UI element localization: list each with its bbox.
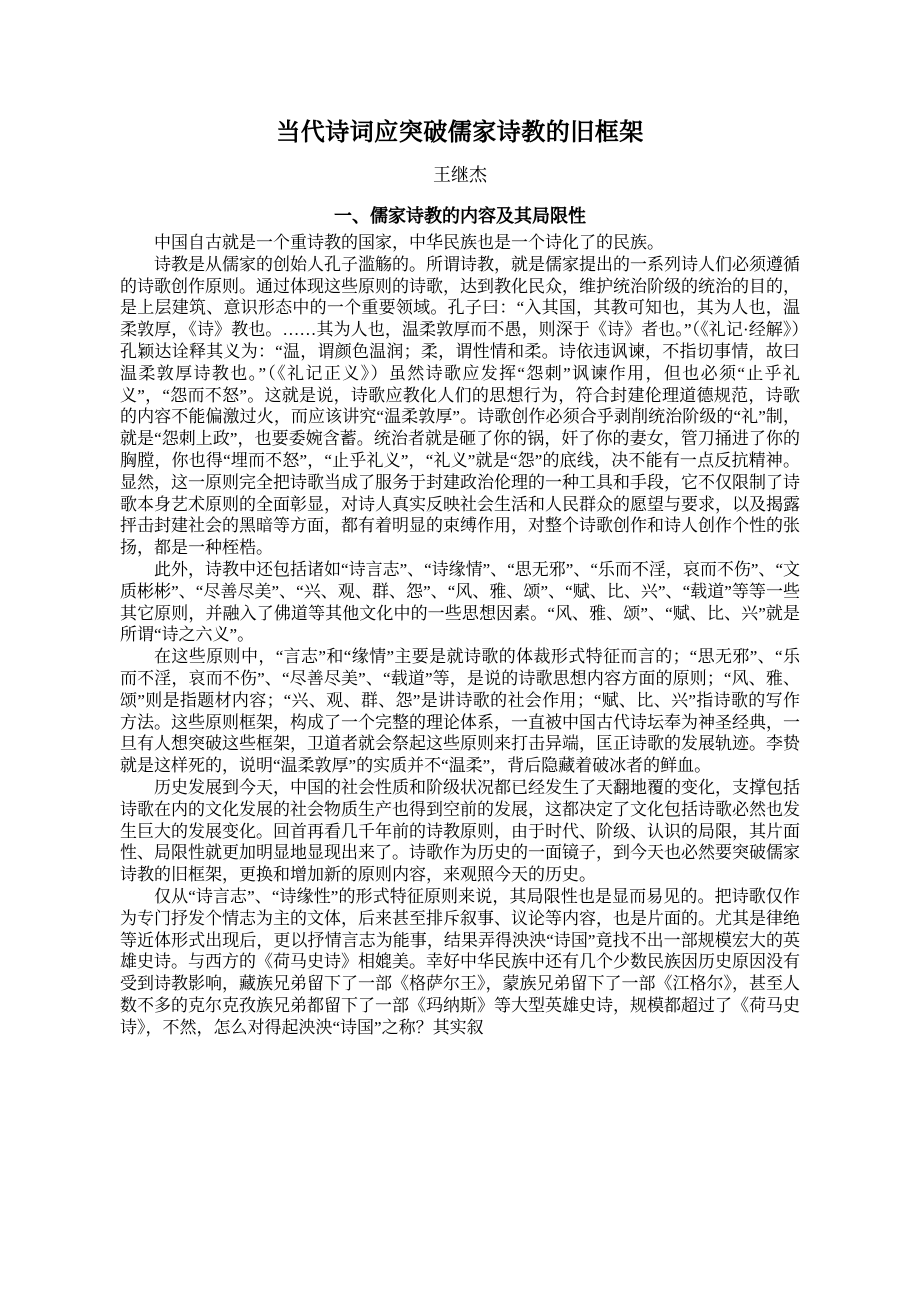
document-title: 当代诗词应突破儒家诗教的旧框架 [276,120,644,146]
paragraph: 仅从“诗言志”、“诗缘性”的形式特征原则来说，其局限性也是显而易见的。把诗歌仅作为专门抒发个情志为主的文体，后来甚至排斥叙事、议论等内容，也是片面的。尤其是律绝等近体形式出现后，更以抒情言志为能事，结果弄得泱泱“诗国”竟找不出一部规模宏大的英雄史诗。与西方的《荷马史诗》相媲美。幸好中华民族中还有几个少数民族因历史原因没有受到诗教影响，藏族兄弟留下了一部《格萨尔王》，蒙族兄弟留下了一部《江格尔》，甚至人数不多的克尔克孜族兄弟都留下了一部《玛纳斯》等大型英雄史诗，规模都超过了《荷马史诗》，不然，怎么对得起泱泱“诗国”之称？其实叙 [120,886,800,1037]
paragraph: 中国自古就是一个重诗教的国家，中华民族也是一个诗化了的民族。 [154,233,664,252]
paragraph: 诗教是从儒家的创始人孔子滥觞的。所谓诗教，就是儒家提出的一系列诗人们必须遵循的诗歌创作原则。通过体现这些原则的诗歌，达到教化民众，维护统治阶级的统治的目的，是上层建筑、意识形态中的一个重要领域。孔子曰：“入其国，其教可知也，其为人也，温柔敦厚，《诗》教也。……其为人也，温柔敦厚而不愚，则深于《诗》者也。”（《礼记·经解》）孔颖达诠释其义为：“温，谓颜色温润；柔，谓性情和柔。诗依违讽谏，不指切事情，故曰温柔敦厚诗教也。”（《礼记正义》）虽然诗歌应发挥“怨刺”讽谏作用，但也必须“止乎礼义”，“怨而不怒”。这就是说，诗歌应教化人们的思想行为，符合封建伦理道德规范，诗歌的内容不能偏激过火，而应该讲究“温柔敦厚”。诗歌创作必须合乎剥削统治阶级的“礼”制，就是“怨刺上政”，也要委婉含蓄。统治者就是砸了你的锅，奸了你的妻女，管刀捅进了你的胸膛，你也得“埋而不怒”，“止乎礼义”，“礼义”就是“怨”的底线，决不能有一点反抗精神。显然，这一原则完全把诗歌当成了服务于封建政治伦理的一种工具和手段，它不仅限制了诗歌本身艺术原则的全面彰显，对诗人真实反映社会生活和人民群众的愿望与要求，以及揭露抨击封建社会的黑暗等方面，都有着明显的束缚作用，对整个诗歌创作和诗人创作个性的张扬，都是一种桎梏。 [120,254,800,558]
section-heading: 一、儒家诗教的内容及其局限性 [334,206,586,226]
paragraph: 在这些原则中，“言志”和“缘情”主要是就诗歌的体裁形式特征而言的；“思无邪”、“乐而不淫，哀而不伤”、“尽善尽美”、“载道”等，是说的诗歌思想内容方面的原则；“风、雅、颂”则是指题材内容；“兴、观、群、怨”是讲诗歌的社会作用；“赋、比、兴”指诗歌的写作方法。这些原则框架，构成了一个完整的理论体系，一直被中国古代诗坛奉为神圣经典，一旦有人想突破这些框架，卫道者就会祭起这些原则来打击异端，匡正诗歌的发展轨迹。李贽就是这样死的，说明“温柔敦厚”的实质并不“温柔”，背后隐藏着破冰者的鲜血。 [120,647,800,776]
paragraph: 历史发展到今天，中国的社会性质和阶级状况都已经发生了天翻地覆的变化，支撑包括诗歌在内的文化发展的社会物质生产也得到空前的发展，这都决定了文化包括诗歌必然也发生巨大的发展变化。回首再看几千年前的诗教原则，由于时代、阶级、认识的局限，其片面性、局限性就更加明显地显现出来了。诗歌作为历史的一面镜子，到今天也必然要突破儒家诗教的旧框架，更换和增加新的原则内容，来观照今天的历史。 [120,777,800,885]
document-body [120,232,800,1038]
paragraph: 此外，诗教中还包括诸如“诗言志”、“诗缘情”、“思无邪”、“乐而不淫，哀而不伤”、“文质彬彬”、“尽善尽美”、“兴、观、群、怨”、“风、雅、颂”、“赋、比、兴”、“载道”等等一些其它原则，并融入了佛道等其他文化中的一些思想因素。“风、雅、颂”、“赋、比、兴”就是所谓“诗之六义”。 [120,559,800,645]
document-author: 王继杰 [433,165,487,185]
